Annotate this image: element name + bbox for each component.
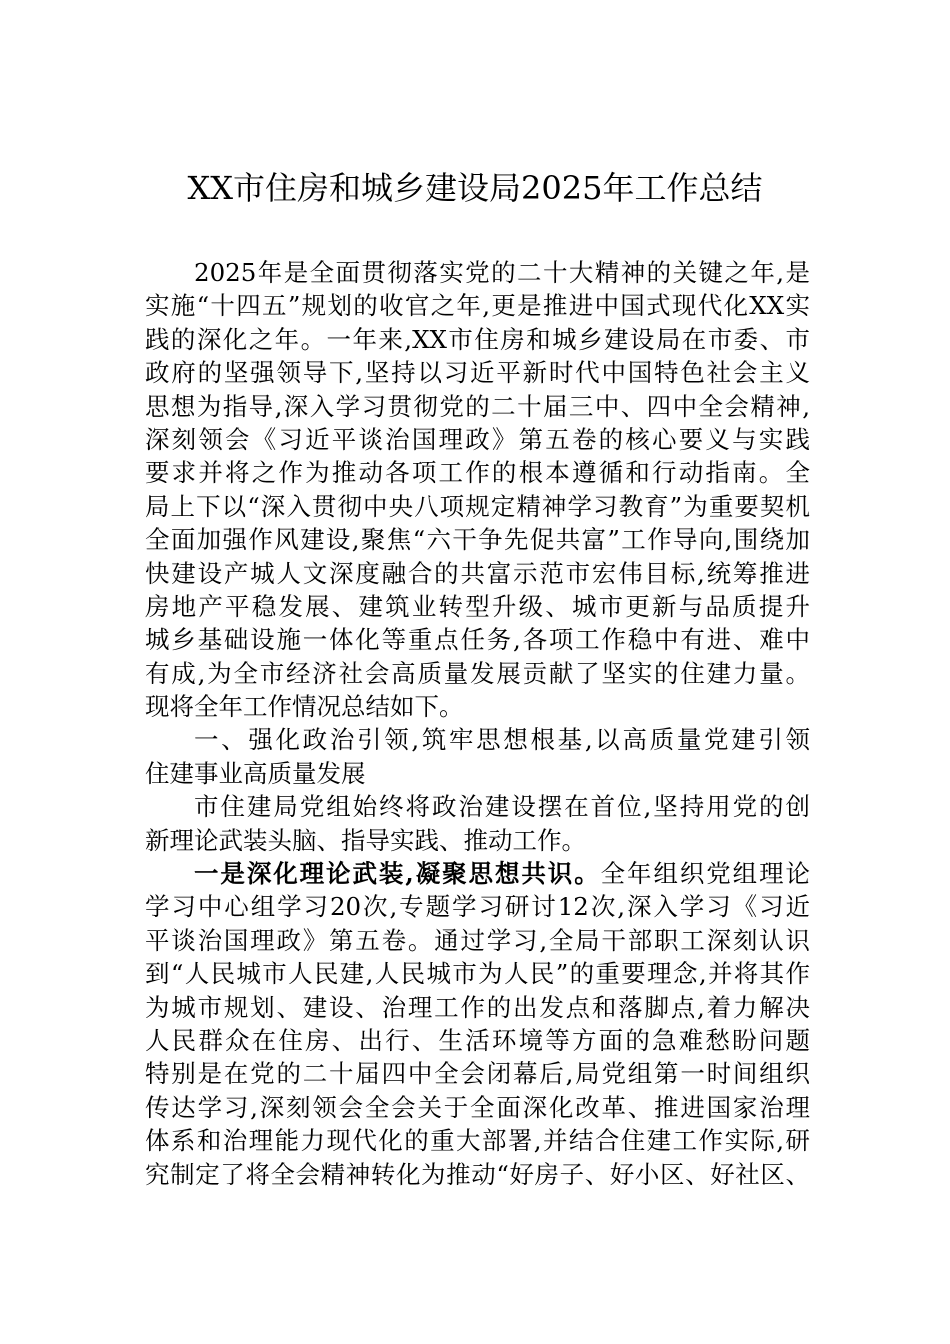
text-line: 传达学习,深刻领会全会关于全面深化改革、推进国家治理 <box>145 1092 810 1122</box>
text-line: 人民群众在住房、出行、生活环境等方面的急难愁盼问题 <box>145 1025 810 1055</box>
text-line: 政府的坚强领导下,坚持以习近平新时代中国特色社会主义 <box>145 358 810 388</box>
text-line: 新理论武装头脑、指导实践、推动工作。 <box>145 825 586 855</box>
text-line: 为城市规划、建设、治理工作的出发点和落脚点,着力解决 <box>145 992 810 1022</box>
text-line: 特别是在党的二十届四中全会闭幕后,局党组第一时间组织 <box>145 1059 810 1089</box>
body-paragraph <box>145 790 810 857</box>
subsection-lead-rest: 全年组织党组理论 <box>600 859 811 889</box>
text-line: 平谈治国理政》第五卷。通过学习,全局干部职工深刻认识 <box>145 925 810 955</box>
text-line: 践的深化之年。一年来,XX市住房和城乡建设局在市委、市 <box>145 324 810 354</box>
text-line: 城乡基础设施一体化等重点任务,各项工作稳中有进、难中 <box>145 625 810 655</box>
text-line: 房地产平稳发展、建筑业转型升级、城市更新与品质提升 <box>145 591 810 621</box>
text-line: 深刻领会《习近平谈治国理政》第五卷的核心要义与实践 <box>145 424 810 454</box>
text-line: 究制定了将全会精神转化为推动“好房子、好小区、好社区、 <box>145 1159 810 1189</box>
text-line: 到“人民城市人民建,人民城市为人民”的重要理念,并将其作 <box>145 959 810 989</box>
intro-paragraph <box>145 256 810 723</box>
text-line: 2025年是全面贯彻落实党的二十大精神的关键之年,是 <box>194 258 810 287</box>
text-line: 要求并将之作为推动各项工作的根本遵循和行动指南。全 <box>145 458 810 488</box>
text-line: 思想为指导,深入学习贯彻党的二十届三中、四中全会精神, <box>145 391 810 421</box>
heading-line: 一、强化政治引领,筑牢思想根基,以高质量党建引领 <box>194 725 810 755</box>
text-line: 学习中心组学习20次,专题学习研讨12次,深入学习《习近 <box>145 892 810 922</box>
text-line: 快建设产城人文深度融合的共富示范市宏伟目标,统筹推进 <box>145 558 810 588</box>
text-line: 有成,为全市经济社会高质量发展贡献了坚实的住建力量。 <box>145 658 810 688</box>
document-title: XX市住房和城乡建设局2025年工作总结 <box>187 169 763 207</box>
text-line: 实施“十四五”规划的收官之年,更是推进中国式现代化XX实 <box>145 291 810 321</box>
text-line <box>145 857 810 890</box>
heading-line: 住建事业高质量发展 <box>145 758 366 788</box>
document-body <box>145 256 810 1191</box>
subsection-paragraph <box>145 857 810 1191</box>
text-line: 体系和治理能力现代化的重大部署,并结合住建工作实际,研 <box>145 1126 810 1156</box>
text-line: 市住建局党组始终将政治建设摆在首位,坚持用党的创 <box>194 792 810 822</box>
text-line: 全面加强作风建设,聚焦“六干争先促共富”工作导向,围绕加 <box>145 525 810 555</box>
subsection-lead: 一是深化理论武装,凝聚思想共识。 <box>194 859 601 889</box>
section-heading <box>145 723 810 790</box>
text-line: 局上下以“深入贯彻中央八项规定精神学习教育”为重要契机 <box>145 491 810 521</box>
text-line: 现将全年工作情况总结如下。 <box>145 692 464 722</box>
